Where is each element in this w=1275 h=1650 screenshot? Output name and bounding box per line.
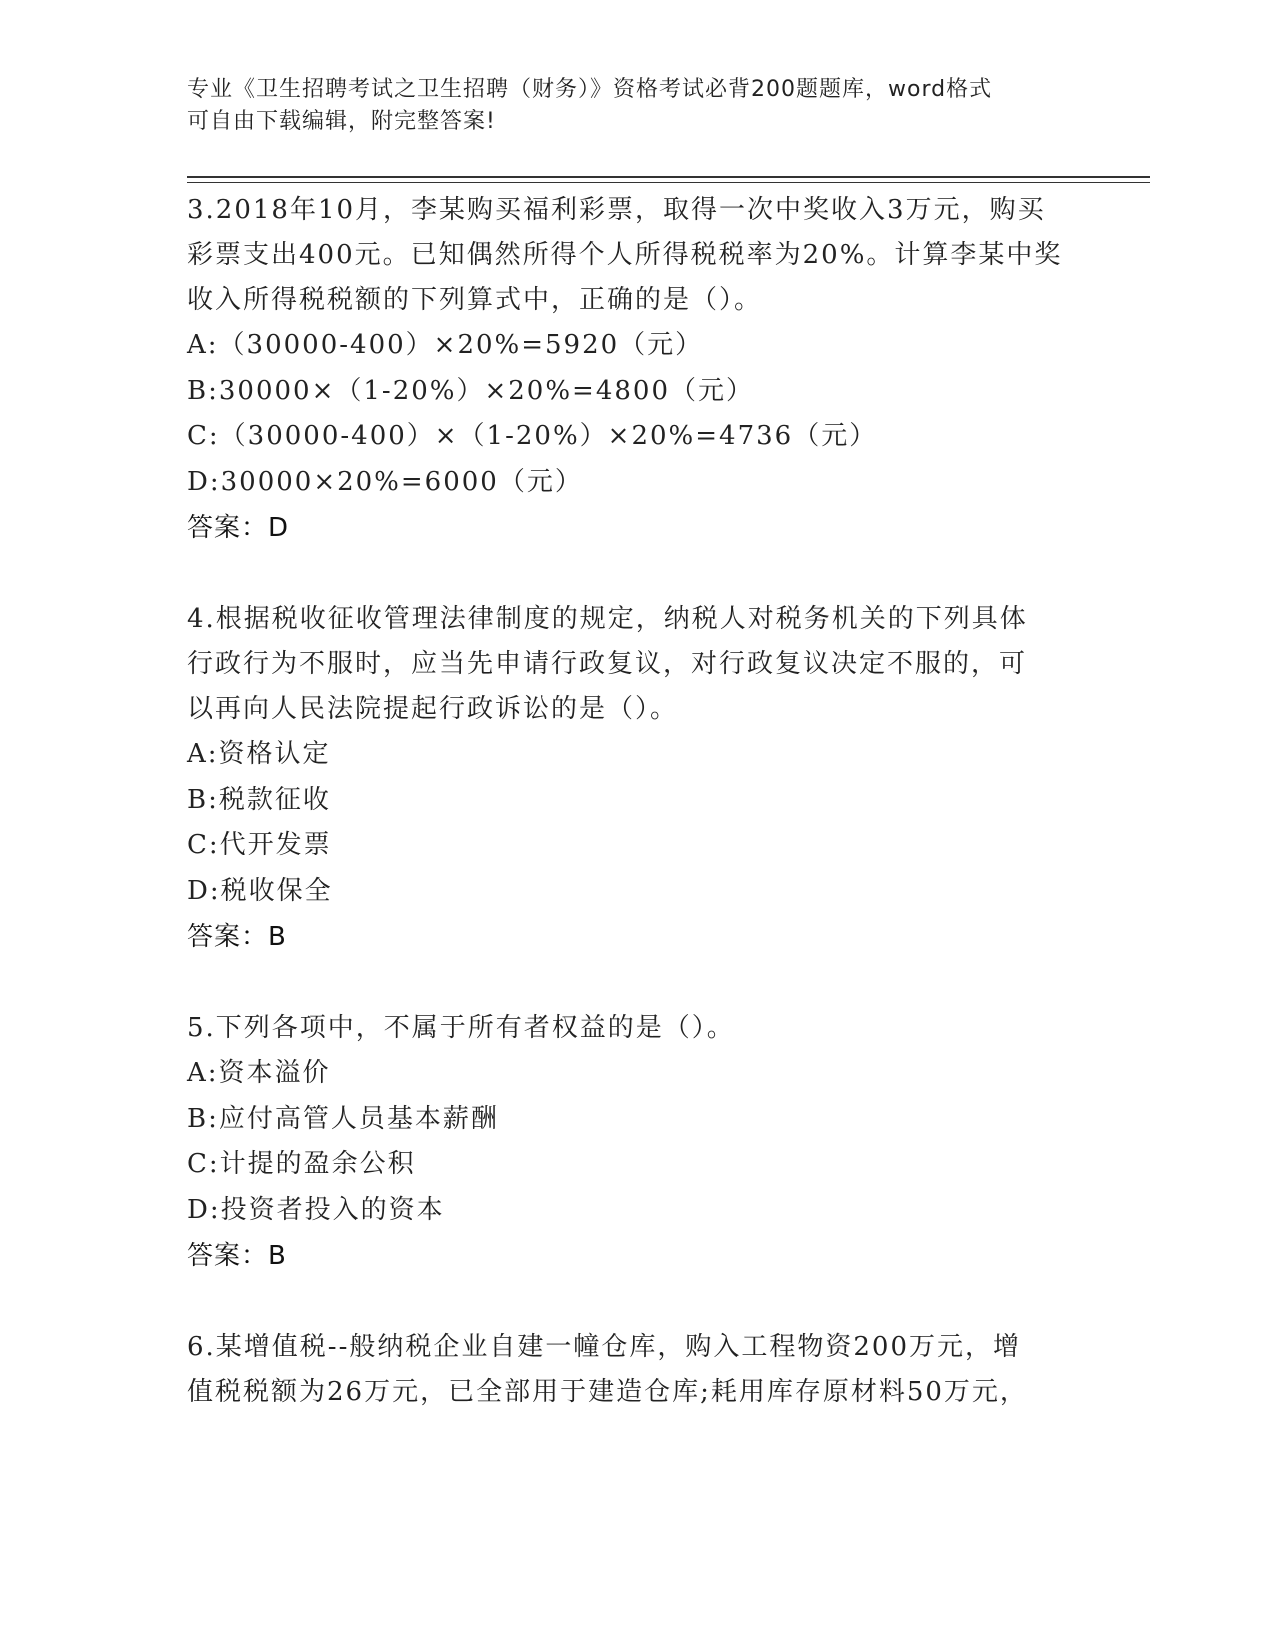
option-c: C:代开发票 [187,830,332,860]
option-a: A:（30000-400）×20%=5920（元） [187,330,704,360]
header-line-2: 可自由下载编辑，附完整答案! [187,109,496,134]
option-d: D:税收保全 [187,875,333,906]
header-divider-thick [187,176,1150,178]
question-stem-line: 行政行为不服时，应当先申请行政复议，对行政复议决定不服的，可 [187,649,1028,679]
option-a: A:资格认定 [187,739,331,769]
option-b: B:应付高管人员基本薪酬 [187,1103,499,1134]
question-list [187,188,1087,1461]
question-stem-line: 6.某增值税--般纳税企业自建一幢仓库，购入工程物资200万元，增 [187,1332,1022,1362]
option-c: C:计提的盈余公积 [187,1149,416,1179]
option-d: D:30000×20%=6000（元） [187,466,583,497]
question-stem-line: 4.根据税收征收管理法律制度的规定，纳税人对税务机关的下列具体 [187,604,1028,634]
question-block [187,1006,1087,1279]
question-stem-line: 收入所得税税额的下列算式中，正确的是（）。 [187,285,763,315]
question-stem-line: 以再向人民法院提起行政诉讼的是（）。 [187,694,679,724]
answer-label: 答案：B [187,1241,287,1271]
document-header [187,74,1067,138]
question-block [187,597,1087,960]
header-divider-thin [187,182,1150,183]
answer-label: 答案：B [187,922,287,952]
question-block [187,1325,1087,1415]
option-d: D:投资者投入的资本 [187,1194,445,1225]
question-stem-line: 5.下列各项中，不属于所有者权益的是（）。 [187,1013,735,1043]
question-block [187,188,1087,551]
header-line-1: 专业《卫生招聘考试之卫生招聘（财务）》资格考试必背200题题库，word格式 [187,77,993,102]
answer-label: 答案：D [187,513,290,543]
option-a: A:资本溢价 [187,1058,331,1088]
question-stem-line: 值税税额为26万元，已全部用于建造仓库;耗用库存原材料50万元， [187,1377,1028,1407]
question-stem-line: 3.2018年10月，李某购买福利彩票，取得一次中奖收入3万元，购买 [187,195,1046,225]
option-c: C:（30000-400）×（1-20%）×20%=4736（元） [187,421,878,451]
option-b: B:税款征收 [187,784,331,815]
option-b: B:30000×（1-20%）×20%=4800（元） [187,375,755,406]
question-stem-line: 彩票支出400元。已知偶然所得个人所得税税率为20%。计算李某中奖 [187,240,1063,270]
